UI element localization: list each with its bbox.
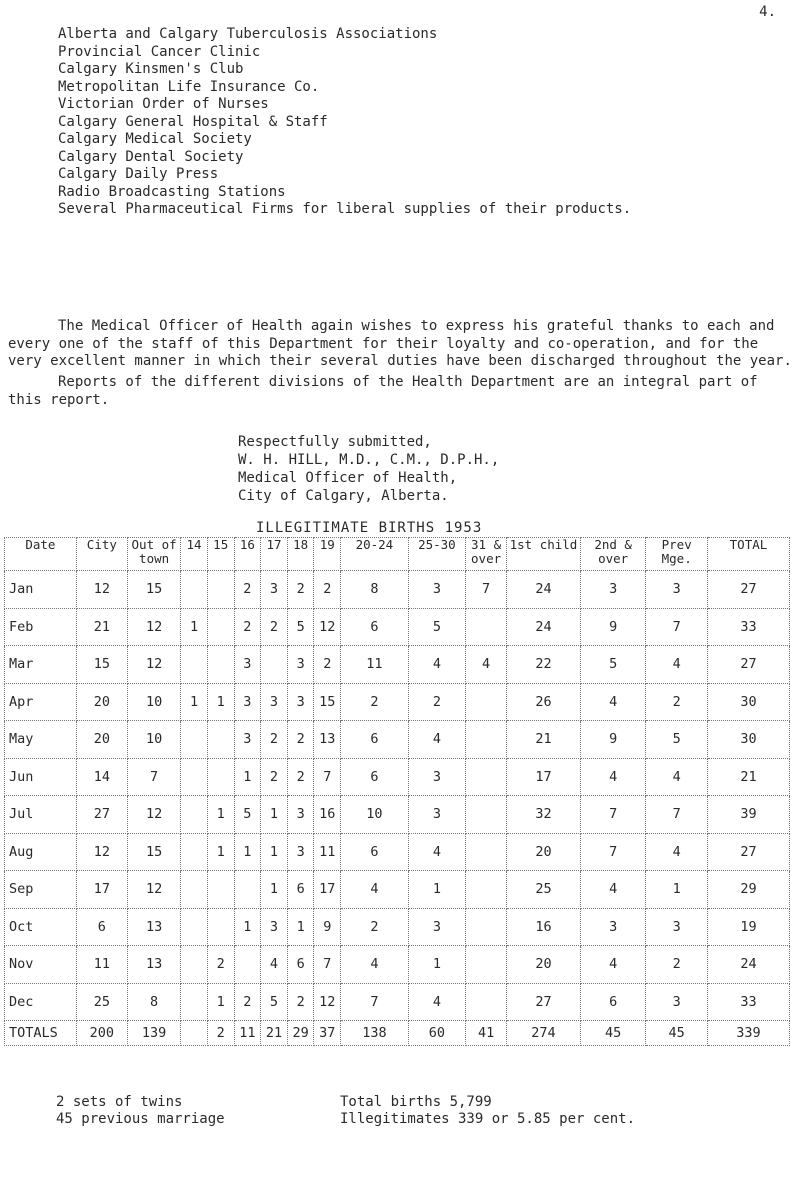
table-cell: 2 [287,721,314,759]
table-cell: 27 [507,983,581,1021]
month-cell: Jul [5,796,77,834]
table-cell: 5 [234,796,261,834]
acknowledgement-list [58,26,631,219]
table-cell [466,871,507,909]
table-cell: 4 [408,833,465,871]
table-cell: 3 [646,908,707,946]
table-cell: 4 [408,646,465,684]
table-cell: 2 [261,758,288,796]
table-cell: 2 [314,571,341,609]
illegitimate-births-table [4,537,790,1046]
table-cell: 16 [507,908,581,946]
table-cell: 1 [181,683,208,721]
table-cell [181,796,208,834]
table-cell: 4 [466,646,507,684]
table-cell: 25 [76,983,127,1021]
table-cell [466,796,507,834]
table-cell: 4 [580,871,646,909]
table-cell: 12 [127,608,180,646]
table-cell: 2 [287,758,314,796]
table-cell: 1 [207,796,234,834]
twins-note: 2 sets of twins [56,1094,183,1110]
footer-right [340,1094,635,1128]
table-cell: 6 [76,908,127,946]
table-cell: 7 [646,608,707,646]
table-cell: 4 [580,946,646,984]
table-cell: 41 [466,1021,507,1046]
table-cell [207,608,234,646]
table-cell: 21 [507,721,581,759]
table-cell: 29 [707,871,789,909]
table-cell [466,908,507,946]
table-cell [181,871,208,909]
ack-item: Metropolitan Life Insurance Co. [58,78,320,95]
table-cell: 32 [507,796,581,834]
ack-item: Calgary General Hospital & Staff [58,113,328,130]
table-cell: 3 [287,683,314,721]
table-cell: 37 [314,1021,341,1046]
table-cell: 3 [287,646,314,684]
ack-item: Calgary Medical Society [58,131,252,147]
table-cell: 17 [507,758,581,796]
table-cell [181,908,208,946]
header-age-15: 15 [207,538,234,571]
table-cell: 7 [127,758,180,796]
illegitimates-note: Illegitimates 339 or 5.85 per cent. [340,1111,636,1127]
table-cell: 3 [234,683,261,721]
table-cell: 17 [314,871,341,909]
table-cell: 17 [76,871,127,909]
table-cell: 2 [646,683,707,721]
header-date: Date [5,538,77,571]
header-age-18: 18 [287,538,314,571]
signature-block [238,433,499,505]
table-cell: 11 [234,1021,261,1046]
table-cell [466,721,507,759]
table-cell: 29 [287,1021,314,1046]
table-row [5,983,790,1021]
table-cell: 7 [466,571,507,609]
table-cell [207,646,234,684]
header-prev-marriage: Prev Mge. [646,538,707,571]
table-cell: 9 [580,721,646,759]
table-cell: 2 [234,608,261,646]
table-cell [181,721,208,759]
table-cell [234,946,261,984]
signature-title: Medical Officer of Health, [238,470,458,486]
table-cell: 14 [76,758,127,796]
table-cell: 21 [261,1021,288,1046]
table-cell [466,758,507,796]
table-cell: 8 [341,571,409,609]
table-cell: 2 [314,646,341,684]
table-row [5,571,790,609]
header-age-25-30: 25-30 [408,538,465,571]
table-cell: 1 [234,908,261,946]
table-cell: 4 [341,946,409,984]
table-cell: 2 [207,946,234,984]
table-cell: 1 [207,683,234,721]
table-cell: 13 [127,908,180,946]
totals-row [5,1021,790,1046]
table-cell: 6 [287,871,314,909]
table-cell: 3 [580,571,646,609]
month-cell: Jun [5,758,77,796]
signature-name: W. H. HILL, M.D., C.M., D.P.H., [238,452,500,468]
table-cell [181,833,208,871]
table-cell: 4 [408,983,465,1021]
table-cell: 6 [341,608,409,646]
table-cell: 1 [408,946,465,984]
table-cell: 27 [707,833,789,871]
header-first-child: 1st child [507,538,581,571]
table-cell: 33 [707,983,789,1021]
table-cell: 1 [287,908,314,946]
ack-item: Calgary Dental Society [58,148,244,165]
table-cell: 45 [646,1021,707,1046]
month-cell: Oct [5,908,77,946]
table-cell: 5 [408,608,465,646]
table-row [5,833,790,871]
table-cell: 25 [507,871,581,909]
ack-item: Provincial Cancer Clinic [58,43,261,60]
page-number: 4. [759,4,776,20]
table-cell: 274 [507,1021,581,1046]
month-cell: Aug [5,833,77,871]
table-cell: 4 [646,646,707,684]
ack-item: Several Pharmaceutical Firms for liberal supplies of their products. [58,201,632,217]
header-out-of-town: Out of town [127,538,180,571]
table-cell [181,571,208,609]
table-cell: 4 [408,721,465,759]
table-cell: 7 [646,796,707,834]
header-age-16: 16 [234,538,261,571]
month-cell: Apr [5,683,77,721]
table-cell: 27 [707,646,789,684]
table-cell: 10 [127,721,180,759]
table-cell [181,946,208,984]
table-cell: 2 [341,683,409,721]
table-cell: 3 [646,571,707,609]
table-cell: 3 [261,683,288,721]
header-second-over: 2nd & over [580,538,646,571]
table-cell: 12 [127,796,180,834]
table-cell: 1 [234,833,261,871]
table-title: ILLEGITIMATE BIRTHS 1953 [256,520,483,536]
table-cell: 16 [314,796,341,834]
header-age-19: 19 [314,538,341,571]
table-cell: 3 [408,571,465,609]
table-header-row [5,538,790,571]
table-cell: 7 [580,833,646,871]
month-cell: Jan [5,571,77,609]
table-cell: 12 [127,646,180,684]
footer-left [56,1094,225,1128]
table-cell: 15 [314,683,341,721]
table-cell: 6 [580,983,646,1021]
table-cell: 33 [707,608,789,646]
table-cell: 3 [287,796,314,834]
table-cell: 20 [507,833,581,871]
table-cell: 1 [408,871,465,909]
table-cell: 3 [261,908,288,946]
table-cell: 27 [76,796,127,834]
table-cell: 4 [341,871,409,909]
table-cell [181,983,208,1021]
table-cell: 27 [707,571,789,609]
table-cell: 11 [314,833,341,871]
table-cell [234,871,261,909]
table-cell: 3 [580,908,646,946]
table-cell [181,646,208,684]
table-row [5,721,790,759]
table-row [5,608,790,646]
thanks-paragraph: The Medical Officer of Health again wishes to express his grateful thanks to each and every one of the staff of this Department for their loyalty and co-operation, and for the very excellent manner in which their several duties have been discharged throughout the year. [8,318,792,369]
table-cell: 4 [580,683,646,721]
table-cell: 1 [181,608,208,646]
table-cell: 1 [261,833,288,871]
table-cell: 1 [207,983,234,1021]
table-cell [466,946,507,984]
signature-org: City of Calgary, Alberta. [238,488,449,504]
table-cell: 24 [507,571,581,609]
table-cell [466,983,507,1021]
table-cell: 2 [287,983,314,1021]
table-cell: 2 [646,946,707,984]
table-cell [261,646,288,684]
table-cell: 1 [261,871,288,909]
table-cell: 3 [234,646,261,684]
reports-paragraph: Reports of the different divisions of the Health Department are an integral part of this report. [8,374,758,408]
table-row [5,908,790,946]
table-cell: 2 [234,571,261,609]
table-cell: 12 [76,571,127,609]
header-city: City [76,538,127,571]
total-births-note: Total births 5,799 [340,1094,492,1110]
previous-marriage-note: 45 previous marriage [56,1111,225,1127]
table-cell: 12 [314,983,341,1021]
table-cell: 3 [261,571,288,609]
ack-item: Alberta and Calgary Tuberculosis Associations [58,26,438,42]
table-row [5,646,790,684]
table-cell: 3 [646,983,707,1021]
table-cell [181,758,208,796]
table-cell: 13 [127,946,180,984]
table-cell: 4 [646,833,707,871]
table-cell: 8 [127,983,180,1021]
table-cell: 6 [287,946,314,984]
table-cell: 4 [580,758,646,796]
table-row [5,946,790,984]
table-cell [466,608,507,646]
table-cell: 138 [341,1021,409,1046]
table-cell [207,871,234,909]
table-cell: 22 [507,646,581,684]
table-cell: 24 [507,608,581,646]
table-cell: 1 [646,871,707,909]
table-cell: 3 [234,721,261,759]
table-cell [181,1021,208,1046]
table-cell: 2 [234,983,261,1021]
table-cell: 6 [341,833,409,871]
table-cell: 2 [261,608,288,646]
table-cell: 9 [580,608,646,646]
table-cell: 10 [127,683,180,721]
table-cell: 24 [707,946,789,984]
table-cell: 7 [314,758,341,796]
table-cell: 15 [127,571,180,609]
ack-item: Radio Broadcasting Stations [58,183,286,200]
table-cell: 6 [341,721,409,759]
table-cell: 20 [507,946,581,984]
table-body [5,571,790,1046]
table-cell: 30 [707,683,789,721]
table-cell: 11 [341,646,409,684]
table-cell: 7 [341,983,409,1021]
table-cell: 2 [261,721,288,759]
table-row [5,871,790,909]
table-cell: 39 [707,796,789,834]
table-cell: 1 [261,796,288,834]
table-row [5,683,790,721]
table-cell: 2 [341,908,409,946]
table-cell: 21 [76,608,127,646]
table-cell: 26 [507,683,581,721]
table-cell: 15 [76,646,127,684]
table-cell [207,908,234,946]
table-cell: 12 [127,871,180,909]
table-cell: 3 [408,758,465,796]
table-cell: 2 [207,1021,234,1046]
month-cell: Feb [5,608,77,646]
header-age-20-24: 20-24 [341,538,409,571]
table-cell: 21 [707,758,789,796]
month-cell: Dec [5,983,77,1021]
table-cell: 1 [234,758,261,796]
header-age-31-over: 31 & over [466,538,507,571]
table-cell: 3 [287,833,314,871]
month-cell: Sep [5,871,77,909]
table-cell [466,833,507,871]
table-cell: 3 [408,908,465,946]
table-cell: 12 [76,833,127,871]
table-cell: 7 [314,946,341,984]
table-cell: 19 [707,908,789,946]
table-cell: 7 [580,796,646,834]
table-cell [207,758,234,796]
table-cell: 30 [707,721,789,759]
ack-item: Victorian Order of Nurses [58,96,269,112]
table-cell: 4 [261,946,288,984]
table-cell: 6 [341,758,409,796]
table-cell [466,683,507,721]
signature-closing: Respectfully submitted, [238,434,432,450]
table-cell: 45 [580,1021,646,1046]
header-total: TOTAL [707,538,789,571]
table-cell: 5 [261,983,288,1021]
table-cell: 15 [127,833,180,871]
table-cell: 1 [207,833,234,871]
table-cell: 60 [408,1021,465,1046]
month-cell: Mar [5,646,77,684]
table-cell: 13 [314,721,341,759]
table-cell: 5 [646,721,707,759]
table-cell: 200 [76,1021,127,1046]
table-cell: 2 [287,571,314,609]
table-cell: 5 [580,646,646,684]
table-cell: 9 [314,908,341,946]
table-cell [207,721,234,759]
header-age-17: 17 [261,538,288,571]
table-cell: 139 [127,1021,180,1046]
table-cell: 10 [341,796,409,834]
ack-item: Calgary Daily Press [58,166,219,182]
ack-item: Calgary Kinsmen's Club [58,61,244,77]
table-cell: 4 [646,758,707,796]
table-cell: 339 [707,1021,789,1046]
month-cell: TOTALS [5,1021,77,1046]
month-cell: May [5,721,77,759]
table-cell: 20 [76,683,127,721]
table-cell: 5 [287,608,314,646]
table-cell [207,571,234,609]
table-cell: 12 [314,608,341,646]
table-row [5,796,790,834]
table-cell: 2 [408,683,465,721]
table-row [5,758,790,796]
table-cell: 3 [408,796,465,834]
month-cell: Nov [5,946,77,984]
header-age-14: 14 [181,538,208,571]
table-cell: 20 [76,721,127,759]
table-cell: 11 [76,946,127,984]
